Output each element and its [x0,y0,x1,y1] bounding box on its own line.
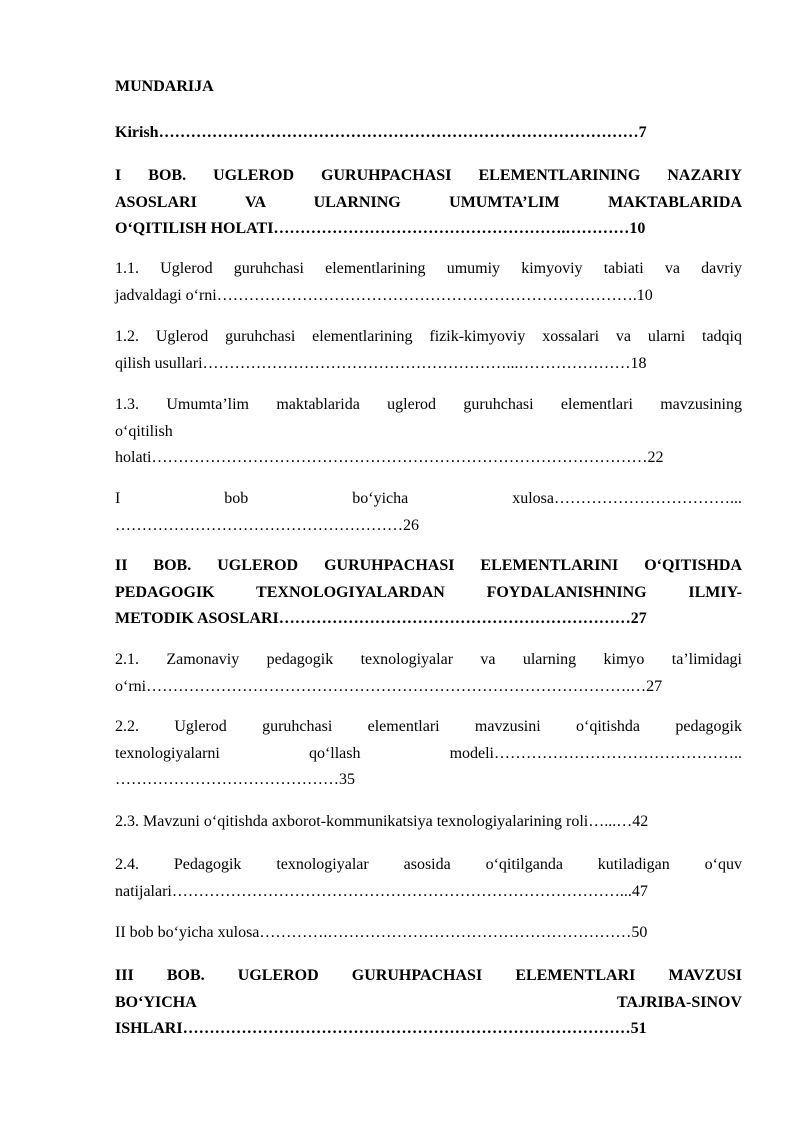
toc-line: texnologiyalarni qo‘llash modeli……………………………………….. [115,744,742,762]
toc-entry-chapter-2 [115,553,742,633]
toc-line: ………………………………………………26 [115,516,419,534]
toc-line: II BOB. UGLEROD GURUHPACHASI ELEMENTLARINI O‘QITISHDA [115,557,742,574]
toc-line: qilish usullari…………………………………………………...…………………18 [115,354,647,372]
toc-line: holati…………………………………………………………………………………22 [115,449,664,466]
toc-entry-chapter-2-summary [115,920,742,947]
toc-line: METODIK ASOSLARI…………………………………………………………27 [115,610,647,627]
toc-line: 1.2. Uglerod guruhchasi elementlarining fizik-kimyoviy xossalari va ularni tadqiq [115,328,742,345]
toc-entry-chapter-3 [115,963,742,1043]
toc-line: BO‘YICHA TAJRIBA-SINOV [115,993,742,1011]
toc-line: O‘QITILISH HOLATI……………………………………………….…………10 [115,220,646,237]
toc-line: 2.2. Uglerod guruhchasi elementlari mavzusini o‘qitishda pedagogik [115,718,742,735]
toc-line: 1.3. Umumta’lim maktablarida uglerod guruhchasi elementlari mavzusining [115,396,742,413]
toc-line: 2.3. Mavzuni o‘qitishda axborot-kommunikatsiya texnologiyalarining roli…...…42 [115,813,649,830]
page-title: MUNDARIJA [115,78,214,95]
toc-line: I bob bo‘yicha xulosa……………………………... [115,490,742,507]
toc-line: ……………………………………35 [115,771,355,788]
toc-line: Kirish………………………………………………………………………………7 [115,124,647,141]
toc-entry-chapter-1-summary [115,486,742,539]
toc-line: natijalari…………………………………………………………………………...47 [115,882,648,900]
toc-line: jadvaldagi o‘rni…………………………………………………………………….10 [115,286,653,304]
toc-entry-kirish [115,120,742,147]
toc-line: ISHLARI…………………………………………………………………………51 [115,1020,647,1037]
toc-line: 2.4. Pedagogik texnologiyalar asosida o‘qitilganda kutiladigan o‘quv [115,856,742,873]
toc-entry-1-1 [115,256,742,309]
toc-line: 1.1. Uglerod guruhchasi elementlarining umumiy kimyoviy tabiati va davriy [115,260,742,277]
toc-entry-2-2 [115,714,742,794]
toc-line: ASOSLARI VA ULARNING UMUMTA’LIM MAKTABLARIDA [115,193,742,211]
toc-line: III BOB. UGLEROD GURUHPACHASI ELEMENTLARI MAVZUSI [115,967,742,984]
toc-line: o‘rni……………………………………………………………………………….…27 [115,677,663,695]
toc-line: 2.1. Zamonaviy pedagogik texnologiyalar va ularning kimyo ta’limidagi [115,651,742,668]
toc-line: PEDAGOGIK TEXNOLOGIYALARDAN FOYDALANISHNING ILMIY- [115,583,742,601]
toc-line: I BOB. UGLEROD GURUHPACHASI ELEMENTLARINING NAZARIY [115,167,742,184]
toc-line: o‘qitilish [115,422,173,440]
toc-entry-1-2 [115,324,742,377]
toc-entry-1-3 [115,392,742,472]
toc-entry-2-3 [115,809,742,836]
toc-line: II bob bo‘yicha xulosa………….…………………………………………………50 [115,924,648,941]
toc-entry-2-4 [115,852,742,905]
toc-entry-chapter-1 [115,163,742,243]
toc-entry-2-1 [115,647,742,700]
